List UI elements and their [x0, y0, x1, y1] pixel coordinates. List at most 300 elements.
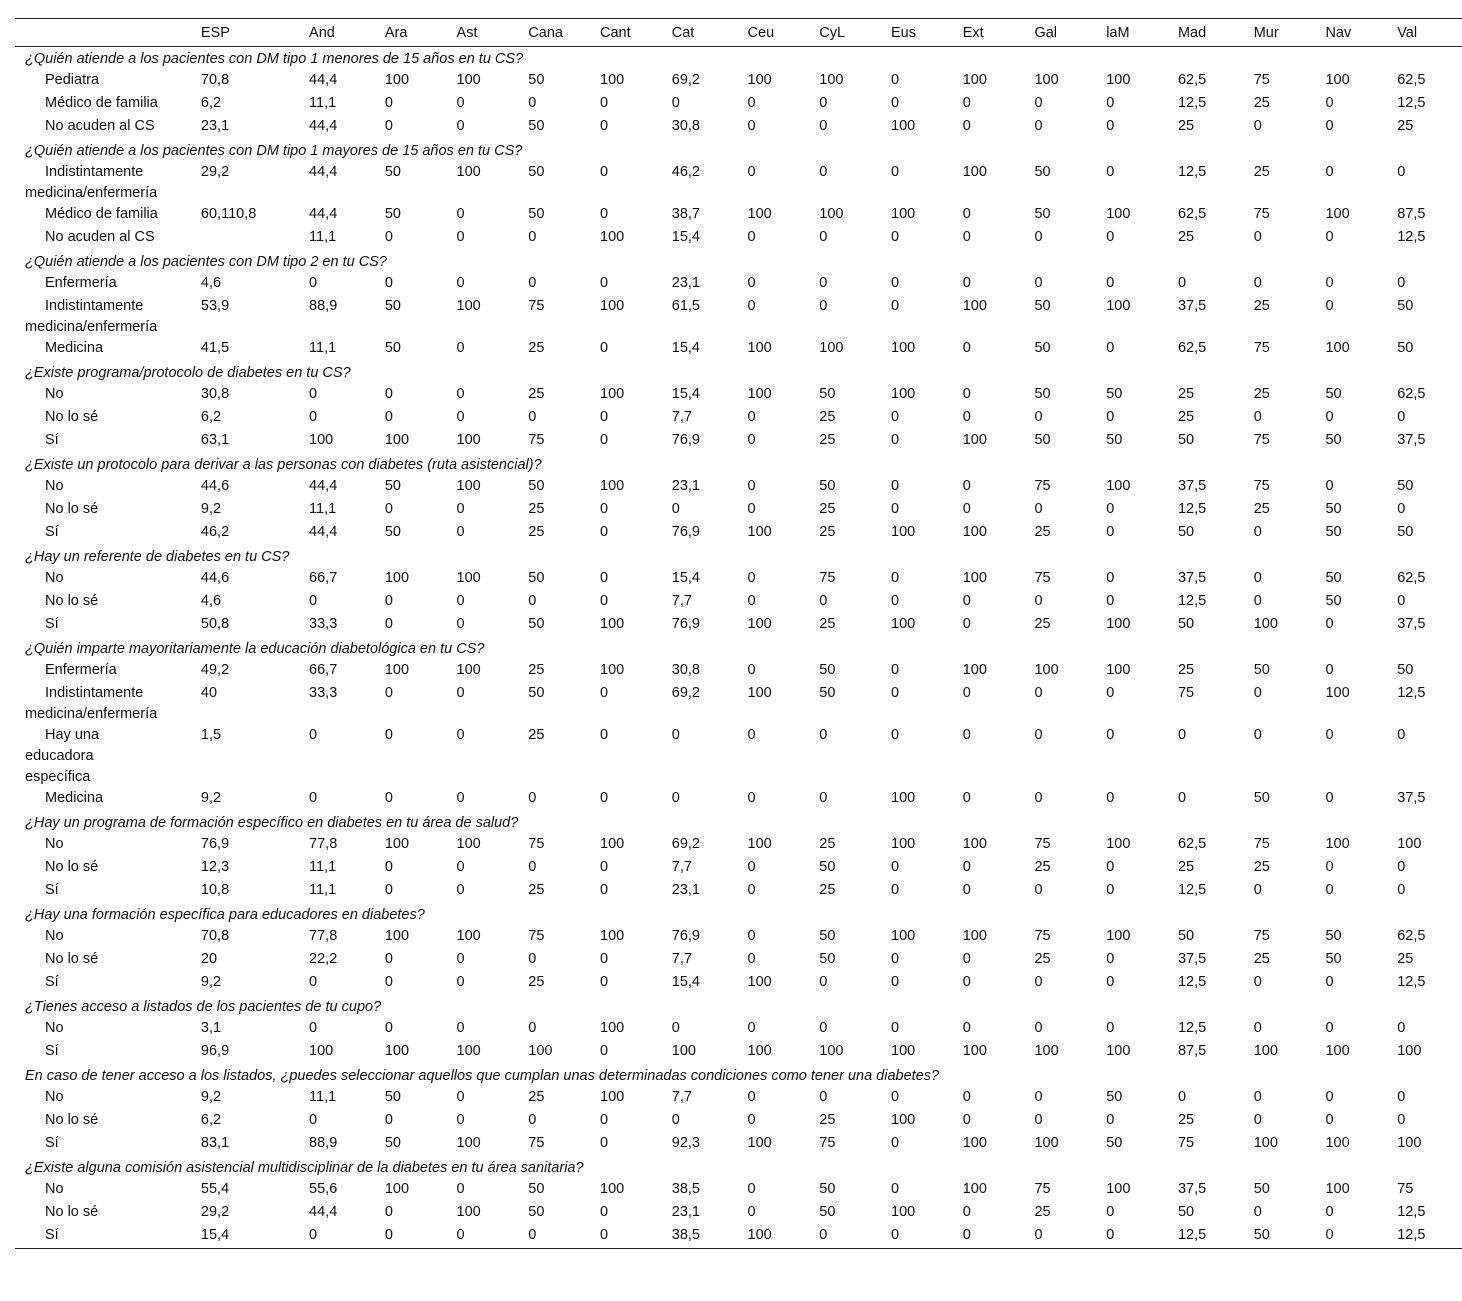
value-cell-cat: 76,9	[671, 432, 700, 448]
value-cell-lam: 0	[1106, 593, 1115, 609]
value-cell-eus: 0	[891, 298, 900, 314]
value-cell-cana: 25	[528, 974, 545, 990]
value-cell-nav: 0	[1325, 974, 1334, 990]
value-cell-gal: 75	[1034, 478, 1051, 494]
answer-row	[15, 522, 1462, 545]
value-cell-ara: 0	[384, 616, 393, 632]
value-cell-ceu: 0	[747, 501, 756, 517]
value-cell-esp: 15,4	[201, 1225, 309, 1249]
value-cell-ast: 0	[456, 882, 465, 898]
value-cell-ceu: 0	[747, 662, 756, 678]
value-cell-nav: 0	[1325, 164, 1334, 180]
value-cell-cat: 69,2	[671, 836, 700, 852]
value-cell-esp: 53,9	[200, 298, 230, 314]
value-cell-mur: 0	[1253, 1204, 1262, 1220]
value-cell-ast: 0	[456, 1112, 465, 1128]
question-row	[15, 361, 1462, 384]
value-cell-ara: 0	[384, 386, 393, 402]
value-cell-cyl: 25	[819, 432, 836, 448]
value-cell-and: 88,9	[309, 1135, 338, 1151]
value-cell-cana: 0	[528, 95, 537, 111]
answer-label-line: Indistintamente	[45, 298, 144, 314]
value-cell-cat: 61,5	[671, 298, 700, 314]
value-cell-mad: 0	[1177, 790, 1187, 806]
question-text: ¿Quién atiende a los pacientes con DM tipo 1 mayores de 15 años en tu CS?	[25, 142, 523, 159]
value-cell-ast: 0	[456, 1089, 465, 1105]
value-cell-cant: 0	[600, 1135, 609, 1151]
value-cell-cat: 0	[671, 501, 680, 517]
value-cell-mad: 25	[1177, 662, 1195, 678]
value-cell-cana: 0	[528, 229, 537, 245]
value-cell-cant: 0	[600, 685, 609, 701]
value-cell-cant: 100	[600, 662, 625, 678]
value-cell-cat: 15,4	[671, 340, 700, 356]
value-cell-mad: 62,5	[1177, 340, 1207, 356]
value-cell-nav: 100	[1325, 1043, 1350, 1059]
value-cell-mur: 0	[1253, 229, 1262, 245]
value-cell-mad: 50	[1177, 616, 1195, 632]
value-cell-nav: 100	[1325, 206, 1350, 222]
value-cell-ext: 100	[962, 164, 987, 180]
value-cell-cat: 7,7	[671, 1089, 692, 1105]
value-cell-ceu: 0	[747, 298, 756, 314]
value-cell-cana: 0	[528, 790, 537, 806]
value-cell-ast: 0	[456, 409, 465, 425]
value-cell-mur: 0	[1253, 882, 1262, 898]
answer-label	[15, 972, 201, 995]
value-cell-nav: 0	[1325, 1204, 1334, 1220]
value-cell-cant: 100	[600, 1020, 625, 1036]
value-cell-esp: 6,2	[200, 95, 222, 111]
value-cell-gal: 0	[1034, 118, 1043, 134]
value-cell-ceu: 0	[747, 1112, 756, 1128]
value-cell-mad: 37,5	[1177, 1181, 1207, 1197]
answer-label-line: Hay una	[45, 727, 100, 743]
answer-label-continuation: medicina/enfermería	[25, 185, 158, 201]
value-cell-cyl: 25	[819, 616, 836, 632]
value-cell-cyl: 0	[819, 1089, 828, 1105]
value-cell-cant: 0	[600, 727, 609, 743]
value-cell-lam: 100	[1106, 1181, 1131, 1197]
value-cell-ast: 0	[456, 275, 465, 291]
value-cell-val: 37,5	[1397, 432, 1426, 448]
value-cell-gal: 50	[1034, 340, 1051, 356]
answer-label-line: No lo sé	[45, 859, 99, 875]
value-cell-lam: 0	[1106, 685, 1115, 701]
value-cell-nav: 100	[1325, 836, 1350, 852]
value-cell-eus: 100	[891, 1043, 916, 1059]
value-cell-eus: 0	[891, 1089, 900, 1105]
value-cell-ast: 0	[456, 340, 465, 356]
value-cell-cat: 46,2	[671, 164, 700, 180]
value-cell-mur: 75	[1253, 340, 1270, 356]
value-cell-lam: 100	[1106, 206, 1131, 222]
answer-row	[15, 568, 1462, 591]
value-cell-cat: 23,1	[671, 275, 700, 291]
value-cell-esp: 70,8	[200, 928, 230, 944]
value-cell-mur: 75	[1253, 72, 1270, 88]
value-cell-cyl: 0	[819, 1225, 891, 1249]
answer-label-line: Sí	[45, 616, 59, 632]
value-cell-esp: 41,5	[200, 340, 230, 356]
answer-row	[15, 296, 1462, 338]
value-cell-val: 50	[1397, 340, 1414, 356]
answer-row	[15, 1087, 1462, 1110]
answer-label	[15, 384, 201, 407]
answer-row	[15, 1225, 1462, 1249]
answer-label	[15, 1133, 201, 1156]
value-cell-ast: 0	[456, 1181, 465, 1197]
value-cell-cant: 100	[600, 616, 625, 632]
value-cell-ara: 50	[384, 478, 401, 494]
value-cell-gal: 0	[1034, 1225, 1106, 1249]
answer-label-line: No lo sé	[45, 951, 99, 967]
question-row	[15, 995, 1462, 1018]
value-cell-cat: 15,4	[671, 229, 700, 245]
value-cell-and: 0	[309, 275, 318, 291]
value-cell-val: 87,5	[1397, 206, 1426, 222]
value-cell-cyl: 25	[819, 836, 836, 852]
value-cell-ast: 100	[456, 836, 481, 852]
answer-label-line: No	[45, 928, 64, 944]
value-cell-ara: 0	[384, 1020, 393, 1036]
answer-label	[15, 1018, 201, 1041]
value-cell-ara: 0	[384, 951, 393, 967]
answer-row	[15, 857, 1462, 880]
value-cell-cyl: 50	[819, 1181, 836, 1197]
value-cell-and: 0	[309, 409, 318, 425]
answer-label	[15, 476, 201, 499]
value-cell-eus: 0	[891, 1020, 900, 1036]
value-cell-cant: 0	[600, 1204, 609, 1220]
value-cell-val: 0	[1397, 501, 1406, 517]
value-cell-cana: 75	[528, 298, 545, 314]
value-cell-ara: 0	[384, 1112, 393, 1128]
value-cell-ceu: 100	[747, 1043, 772, 1059]
column-header-val: Val	[1397, 24, 1418, 41]
value-cell-eus: 0	[891, 882, 900, 898]
value-cell-ara: 0	[384, 974, 393, 990]
answer-label-line: Medicina	[45, 790, 104, 806]
value-cell-ext: 100	[962, 662, 987, 678]
value-cell-ara: 100	[384, 570, 410, 586]
value-cell-gal: 100	[1034, 72, 1059, 88]
value-cell-and: 44,4	[309, 206, 338, 222]
value-cell-ara: 100	[384, 662, 410, 678]
value-cell-cana: 25	[528, 386, 545, 402]
value-cell-cyl: 50	[819, 478, 836, 494]
value-cell-cant: 100	[600, 298, 625, 314]
answer-label	[15, 116, 201, 139]
value-cell-mad: 37,5	[1177, 478, 1207, 494]
value-cell-gal: 25	[1034, 524, 1051, 540]
value-cell-cat: 0	[671, 95, 680, 111]
answer-label-line: No	[45, 1020, 64, 1036]
value-cell-ast: 0	[456, 1020, 465, 1036]
value-cell-val: 75	[1397, 1181, 1414, 1197]
answer-row	[15, 834, 1462, 857]
value-cell-gal: 50	[1034, 432, 1051, 448]
value-cell-esp: 46,2	[200, 524, 230, 540]
value-cell-nav: 50	[1325, 951, 1342, 967]
value-cell-cat: 76,9	[671, 928, 700, 944]
value-cell-cana: 75	[528, 1135, 545, 1151]
value-cell-ast: 100	[456, 662, 481, 678]
value-cell-cana: 50	[528, 206, 545, 222]
value-cell-ceu: 100	[747, 386, 772, 402]
value-cell-nav: 50	[1325, 524, 1342, 540]
value-cell-lam: 0	[1106, 164, 1115, 180]
answer-label	[15, 162, 201, 204]
value-cell-esp	[201, 227, 309, 250]
column-header-cat: Cat	[671, 24, 695, 41]
value-cell-cana: 50	[528, 685, 545, 701]
value-cell-esp: 60,110,8	[200, 206, 257, 222]
value-cell-gal: 0	[1034, 409, 1043, 425]
answer-label	[15, 660, 201, 683]
table-body	[15, 47, 1462, 1249]
value-cell-cyl: 75	[819, 1135, 836, 1151]
value-cell-val: 62,5	[1397, 570, 1426, 586]
answer-row	[15, 430, 1462, 453]
value-cell-ast: 100	[456, 928, 481, 944]
value-cell-mur: 75	[1253, 206, 1270, 222]
value-cell-and: 66,7	[309, 662, 338, 678]
value-cell-mur: 0	[1253, 1020, 1262, 1036]
value-cell-val: 12,5	[1397, 229, 1426, 245]
value-cell-ext: 0	[962, 593, 971, 609]
value-cell-mur: 25	[1253, 95, 1270, 111]
value-cell-ceu: 0	[747, 409, 756, 425]
value-cell-eus: 0	[891, 662, 900, 678]
column-header-mad: Mad	[1177, 24, 1207, 41]
answer-row	[15, 1133, 1462, 1156]
value-cell-cat: 23,1	[671, 478, 700, 494]
value-cell-ext: 0	[962, 859, 971, 875]
value-cell-ceu: 0	[747, 570, 756, 586]
question-row	[15, 453, 1462, 476]
value-cell-ceu: 100	[747, 524, 772, 540]
value-cell-ceu: 0	[747, 164, 756, 180]
value-cell-mur: 50	[1253, 662, 1270, 678]
value-cell-nav: 0	[1325, 1225, 1397, 1249]
value-cell-and: 0	[309, 727, 318, 743]
value-cell-ara: 0	[384, 727, 393, 743]
value-cell-ceu: 0	[747, 1089, 756, 1105]
value-cell-eus: 100	[891, 790, 916, 806]
answer-label	[15, 1225, 201, 1249]
value-cell-mad: 62,5	[1177, 72, 1207, 88]
value-cell-nav: 100	[1325, 1135, 1350, 1151]
value-cell-cant: 0	[600, 951, 609, 967]
value-cell-cant: 0	[600, 524, 609, 540]
value-cell-gal: 25	[1034, 1204, 1051, 1220]
question-row	[15, 637, 1462, 660]
value-cell-ast: 0	[456, 727, 465, 743]
answer-label-line: No acuden al CS	[45, 118, 155, 134]
value-cell-ara: 0	[384, 229, 393, 245]
value-cell-eus: 0	[891, 593, 900, 609]
value-cell-ceu: 0	[747, 859, 756, 875]
value-cell-cyl: 100	[819, 340, 844, 356]
column-header-nav: Nav	[1325, 24, 1352, 41]
answer-row	[15, 660, 1462, 683]
answer-label	[15, 499, 201, 522]
value-cell-and: 0	[309, 1112, 318, 1128]
value-cell-ara: 0	[384, 409, 393, 425]
answer-row	[15, 1202, 1462, 1225]
value-cell-cana: 0	[528, 1020, 537, 1036]
value-cell-ast: 100	[456, 1043, 481, 1059]
value-cell-and: 55,6	[309, 1181, 338, 1197]
value-cell-ara: 0	[384, 275, 393, 291]
value-cell-lam: 100	[1106, 72, 1131, 88]
answer-label-line: Sí	[45, 524, 59, 540]
value-cell-eus: 100	[891, 928, 916, 944]
question-row	[15, 811, 1462, 834]
value-cell-mur: 0	[1253, 727, 1262, 743]
value-cell-cant: 0	[600, 1112, 609, 1128]
value-cell-ext: 100	[962, 72, 987, 88]
answer-row	[15, 499, 1462, 522]
answer-row	[15, 338, 1462, 361]
survey-results-table	[15, 18, 1462, 1249]
value-cell-cat: 7,7	[671, 593, 692, 609]
value-cell-ceu: 100	[747, 340, 772, 356]
value-cell-cyl: 0	[819, 593, 828, 609]
value-cell-cana: 0	[528, 275, 537, 291]
value-cell-esp: 30,8	[200, 386, 230, 402]
value-cell-gal: 50	[1034, 386, 1051, 402]
answer-label	[15, 1041, 201, 1064]
value-cell-eus: 0	[891, 727, 900, 743]
value-cell-ara: 100	[384, 432, 410, 448]
answer-row	[15, 204, 1462, 227]
value-cell-eus: 0	[891, 570, 900, 586]
value-cell-esp: 20	[200, 951, 218, 967]
value-cell-esp: 9,2	[200, 501, 222, 517]
value-cell-esp: 96,9	[200, 1043, 230, 1059]
value-cell-lam: 100	[1106, 662, 1131, 678]
value-cell-ara: 50	[384, 1135, 401, 1151]
value-cell-ceu: 0	[747, 118, 756, 134]
value-cell-cyl: 0	[819, 727, 828, 743]
answer-row	[15, 949, 1462, 972]
value-cell-cana: 25	[528, 662, 545, 678]
value-cell-eus: 0	[891, 72, 900, 88]
answer-label	[15, 857, 201, 880]
value-cell-val: 0	[1397, 164, 1406, 180]
question-text: ¿Existe alguna comisión asistencial multidisciplinar de la diabetes en tu área sanitaria?	[25, 1159, 584, 1176]
value-cell-val: 0	[1397, 727, 1406, 743]
value-cell-cyl: 0	[819, 229, 828, 245]
value-cell-eus: 100	[891, 118, 916, 134]
question-row	[15, 1156, 1462, 1179]
value-cell-cyl: 0	[819, 118, 828, 134]
value-cell-ast: 0	[456, 524, 465, 540]
value-cell-and: 11,1	[309, 95, 337, 111]
value-cell-and: 11,1	[309, 859, 337, 875]
value-cell-and: 11,1	[309, 229, 337, 245]
value-cell-and: 33,3	[309, 685, 338, 701]
value-cell-esp: 9,2	[200, 1089, 222, 1105]
value-cell-ext: 0	[962, 951, 971, 967]
value-cell-cant: 0	[600, 164, 609, 180]
value-cell-mur: 25	[1253, 859, 1270, 875]
column-header-lam: laM	[1106, 24, 1130, 41]
value-cell-mur: 0	[1253, 1089, 1262, 1105]
value-cell-mur: 25	[1253, 164, 1270, 180]
value-cell-ara: 0	[384, 859, 393, 875]
answer-label-line: No	[45, 478, 64, 494]
value-cell-and: 33,3	[309, 616, 338, 632]
value-cell-gal: 50	[1034, 206, 1051, 222]
value-cell-ext: 0	[962, 409, 971, 425]
value-cell-cant: 0	[600, 206, 609, 222]
value-cell-and: 0	[309, 974, 318, 990]
value-cell-eus: 100	[891, 524, 916, 540]
value-cell-cant: 0	[600, 95, 609, 111]
value-cell-and: 44,4	[309, 524, 338, 540]
answer-label-line: No lo sé	[45, 1204, 99, 1220]
value-cell-cyl: 0	[819, 298, 828, 314]
value-cell-lam: 0	[1106, 229, 1115, 245]
value-cell-ceu: 100	[747, 974, 772, 990]
value-cell-nav: 50	[1325, 501, 1342, 517]
answer-row	[15, 384, 1462, 407]
value-cell-cana: 50	[528, 478, 545, 494]
value-cell-mad: 50	[1177, 524, 1195, 540]
answer-row	[15, 116, 1462, 139]
value-cell-cat: 76,9	[671, 616, 700, 632]
value-cell-mad: 50	[1177, 1204, 1195, 1220]
value-cell-lam: 0	[1106, 275, 1115, 291]
value-cell-eus: 0	[891, 229, 900, 245]
answer-row	[15, 683, 1462, 725]
value-cell-gal: 75	[1034, 928, 1051, 944]
value-cell-lam: 0	[1106, 790, 1115, 806]
column-header-eus: Eus	[891, 24, 916, 41]
value-cell-cyl: 0	[819, 974, 828, 990]
value-cell-mad: 62,5	[1177, 836, 1207, 852]
value-cell-cat: 0	[671, 1020, 680, 1036]
value-cell-gal: 75	[1034, 570, 1051, 586]
value-cell-ast: 0	[456, 386, 465, 402]
value-cell-esp: 83,1	[200, 1135, 230, 1151]
value-cell-nav: 100	[1325, 340, 1350, 356]
value-cell-ceu: 0	[747, 1181, 756, 1197]
answer-label	[15, 296, 201, 338]
value-cell-mur: 50	[1254, 1225, 1326, 1249]
answer-label-line: Sí	[45, 1135, 59, 1151]
value-cell-eus: 100	[891, 1204, 916, 1220]
value-cell-mur: 25	[1253, 298, 1270, 314]
value-cell-ext: 0	[962, 206, 971, 222]
question-text: ¿Hay un programa de formación específico en diabetes en tu área de salud?	[25, 814, 519, 831]
value-cell-nav: 0	[1325, 882, 1334, 898]
value-cell-ceu: 100	[747, 836, 772, 852]
column-header-mur: Mur	[1253, 24, 1279, 41]
value-cell-mad: 75	[1177, 1135, 1195, 1151]
value-cell-cant: 100	[600, 72, 625, 88]
answer-label	[15, 430, 201, 453]
value-cell-lam: 0	[1106, 524, 1115, 540]
value-cell-val: 25	[1397, 951, 1414, 967]
value-cell-val: 12,5	[1397, 95, 1426, 111]
value-cell-cyl: 100	[819, 72, 844, 88]
value-cell-cat: 0	[671, 1112, 680, 1128]
value-cell-ast: 0	[456, 685, 465, 701]
